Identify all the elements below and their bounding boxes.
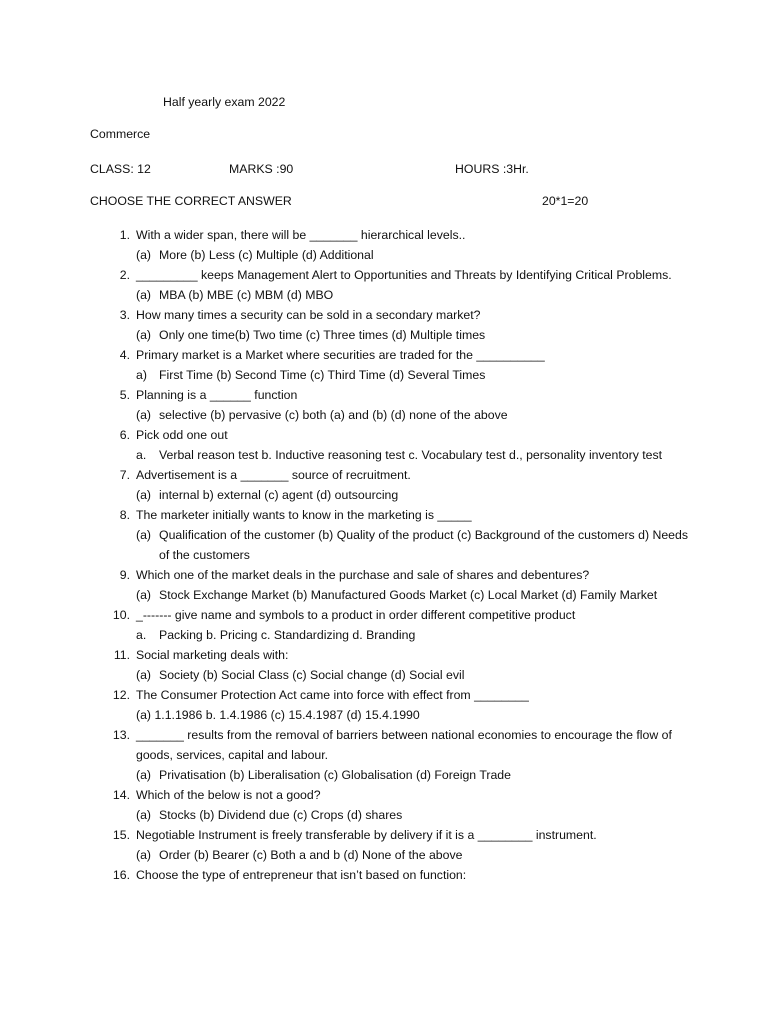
options-text: Society (b) Social Class (c) Social change (d) Social evil bbox=[159, 668, 465, 682]
question-options bbox=[136, 705, 690, 725]
option-marker: (a) bbox=[136, 328, 152, 342]
options-text: First Time (b) Second Time (c) Third Time (d) Several Times bbox=[159, 368, 486, 382]
question-text: Advertisement is a _______ source of recruitment. bbox=[136, 468, 411, 482]
option-marker: (a) bbox=[136, 668, 152, 682]
question-text: Planning is a ______ function bbox=[136, 388, 298, 402]
question-options bbox=[136, 805, 690, 825]
question-options bbox=[136, 365, 690, 385]
question-text: The marketer initially wants to know in the marketing is _____ bbox=[136, 508, 472, 522]
option-marker: (a) bbox=[136, 408, 152, 422]
question-options bbox=[136, 285, 690, 305]
question-text: Which of the below is not a good? bbox=[136, 788, 321, 802]
question-text: _------- give name and symbols to a product in order different competitive product bbox=[136, 608, 576, 622]
section-heading: CHOOSE THE CORRECT ANSWER bbox=[90, 194, 292, 208]
question-number: 1. bbox=[119, 228, 130, 242]
options-text: MBA (b) MBE (c) MBM (d) MBO bbox=[159, 288, 334, 302]
question-item bbox=[110, 605, 690, 645]
section-marks: 20*1=20 bbox=[542, 194, 589, 208]
question-item bbox=[110, 825, 690, 865]
question-number: 10. bbox=[112, 608, 130, 622]
question-options bbox=[136, 445, 690, 465]
question-list bbox=[110, 225, 690, 885]
question-text: Primary market is a Market where securities are traded for the __________ bbox=[136, 348, 545, 362]
question-options bbox=[136, 405, 690, 425]
question-number: 13. bbox=[112, 728, 130, 742]
options-text: Qualification of the customer (b) Quality of the product (c) Background of the customers d) Needs of the customers bbox=[159, 528, 689, 562]
options-text: Privatisation (b) Liberalisation (c) Globalisation (d) Foreign Trade bbox=[159, 768, 511, 782]
question-text: Choose the type of entrepreneur that isn’t based on function: bbox=[136, 868, 467, 882]
question-options bbox=[136, 845, 690, 865]
question-item bbox=[110, 225, 690, 265]
question-item bbox=[110, 345, 690, 385]
options-text: More (b) Less (c) Multiple (d) Additional bbox=[159, 248, 374, 262]
option-marker: a. bbox=[136, 448, 147, 462]
question-number: 8. bbox=[119, 508, 130, 522]
option-marker: (a) bbox=[136, 848, 152, 862]
option-marker: (a) bbox=[136, 248, 152, 262]
question-number: 14. bbox=[112, 788, 130, 802]
question-text: Social marketing deals with: bbox=[136, 648, 289, 662]
question-text: _______ results from the removal of barriers between national economies to encourage the flow of goods, services, capital and labour. bbox=[136, 728, 672, 762]
question-text: Negotiable Instrument is freely transferable by delivery if it is a ________ instrument. bbox=[136, 828, 597, 842]
question-text: How many times a security can be sold in a secondary market? bbox=[136, 308, 481, 322]
option-marker: a. bbox=[136, 628, 147, 642]
question-item bbox=[110, 565, 690, 605]
question-item bbox=[110, 725, 690, 785]
options-text: Stocks (b) Dividend due (c) Crops (d) shares bbox=[159, 808, 403, 822]
question-text: The Consumer Protection Act came into force with effect from ________ bbox=[136, 688, 529, 702]
option-marker: (a) bbox=[136, 288, 152, 302]
class-label: CLASS: 12 bbox=[90, 162, 151, 176]
question-item bbox=[110, 505, 690, 565]
question-text: With a wider span, there will be _______ hierarchical levels.. bbox=[136, 228, 466, 242]
option-marker: a) bbox=[136, 368, 147, 382]
question-options bbox=[136, 325, 690, 345]
question-text: Pick odd one out bbox=[136, 428, 228, 442]
question-options bbox=[136, 525, 690, 565]
question-options bbox=[136, 585, 690, 605]
question-item bbox=[110, 425, 690, 465]
question-number: 5. bbox=[119, 388, 130, 402]
question-number: 6. bbox=[119, 428, 130, 442]
option-marker: (a) bbox=[136, 768, 152, 782]
question-number: 15. bbox=[112, 828, 130, 842]
question-item bbox=[110, 685, 690, 725]
options-text: selective (b) pervasive (c) both (a) and (b) (d) none of the above bbox=[159, 408, 508, 422]
option-marker: (a) bbox=[136, 808, 152, 822]
option-marker: (a) bbox=[136, 528, 152, 542]
question-item bbox=[110, 305, 690, 345]
question-number: 9. bbox=[119, 568, 130, 582]
question-number: 7. bbox=[119, 468, 130, 482]
question-options bbox=[136, 665, 690, 685]
options-text: Verbal reason test b. Inductive reasoning test c. Vocabulary test d., personality inventory test bbox=[159, 448, 663, 462]
question-item bbox=[110, 865, 690, 885]
question-item bbox=[110, 645, 690, 685]
option-marker: (a) bbox=[136, 588, 152, 602]
question-number: 16. bbox=[112, 868, 130, 882]
options-text: internal b) external (c) agent (d) outsourcing bbox=[159, 488, 399, 502]
question-number: 11. bbox=[113, 648, 130, 662]
question-number: 4. bbox=[119, 348, 130, 362]
options-text: Packing b. Pricing c. Standardizing d. Branding bbox=[159, 628, 416, 642]
question-text: _________ keeps Management Alert to Opportunities and Threats by Identifying Critical Problems. bbox=[136, 268, 672, 282]
question-options bbox=[136, 245, 690, 265]
question-item bbox=[110, 785, 690, 825]
question-options bbox=[136, 765, 690, 785]
exam-title: Half yearly exam 2022 bbox=[163, 95, 286, 109]
question-options bbox=[136, 625, 690, 645]
question-text: Which one of the market deals in the purchase and sale of shares and debentures? bbox=[136, 568, 590, 582]
subject-name: Commerce bbox=[90, 127, 151, 141]
question-number: 3. bbox=[119, 308, 130, 322]
options-text: Stock Exchange Market (b) Manufactured Goods Market (c) Local Market (d) Family Market bbox=[159, 588, 658, 602]
options-text: Order (b) Bearer (c) Both a and b (d) None of the above bbox=[159, 848, 463, 862]
marks-label: MARKS :90 bbox=[229, 162, 294, 176]
question-item bbox=[110, 465, 690, 505]
question-options bbox=[136, 485, 690, 505]
question-item bbox=[110, 385, 690, 425]
options-text: Only one time(b) Two time (c) Three times (d) Multiple times bbox=[159, 328, 486, 342]
question-number: 2. bbox=[119, 268, 130, 282]
question-number: 12. bbox=[112, 688, 130, 702]
options-text: (a) 1.1.1986 b. 1.4.1986 (c) 15.4.1987 (d) 15.4.1990 bbox=[136, 708, 420, 722]
option-marker: (a) bbox=[136, 488, 152, 502]
question-item bbox=[110, 265, 690, 305]
hours-label: HOURS :3Hr. bbox=[455, 162, 529, 176]
